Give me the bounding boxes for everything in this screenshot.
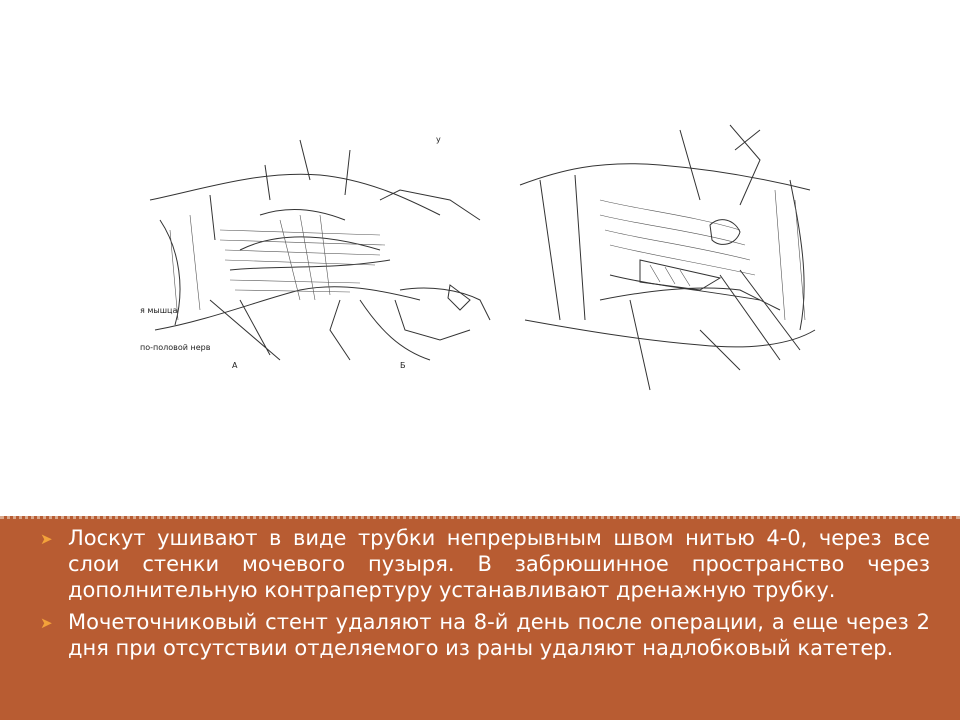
text-panel — [0, 516, 960, 720]
bullet-item-1 — [40, 525, 930, 603]
fig-label-b: Б — [400, 361, 406, 370]
fig-label-a: А — [232, 361, 238, 370]
drawing-left — [140, 135, 490, 370]
bullet-list — [0, 519, 960, 661]
bullet-arrow-icon: ➤ — [40, 614, 53, 632]
fig-label-top: у — [436, 135, 441, 144]
bullet-text-2: Мочеточниковый стент удаляют на 8-й день после операции, а еще через 2 дня при отсутствии отделяемого из раны удаляют надлобковый катетер. — [68, 610, 930, 660]
fig-label-muscle: я мышца — [140, 306, 178, 315]
fig-label-nerve: по-половой нерв — [140, 343, 211, 352]
bullet-arrow-icon: ➤ — [40, 530, 53, 548]
bullet-item-2 — [40, 609, 930, 661]
bullet-text-1: Лоскут ушивают в виде трубки непрерывным швом нитью 4-0, через все слои стенки мочевого пузыря. В забрюшинное пространство через дополнительную контрапертуру устанавливают дренажную трубку. — [68, 526, 930, 602]
drawing-right — [520, 125, 815, 390]
